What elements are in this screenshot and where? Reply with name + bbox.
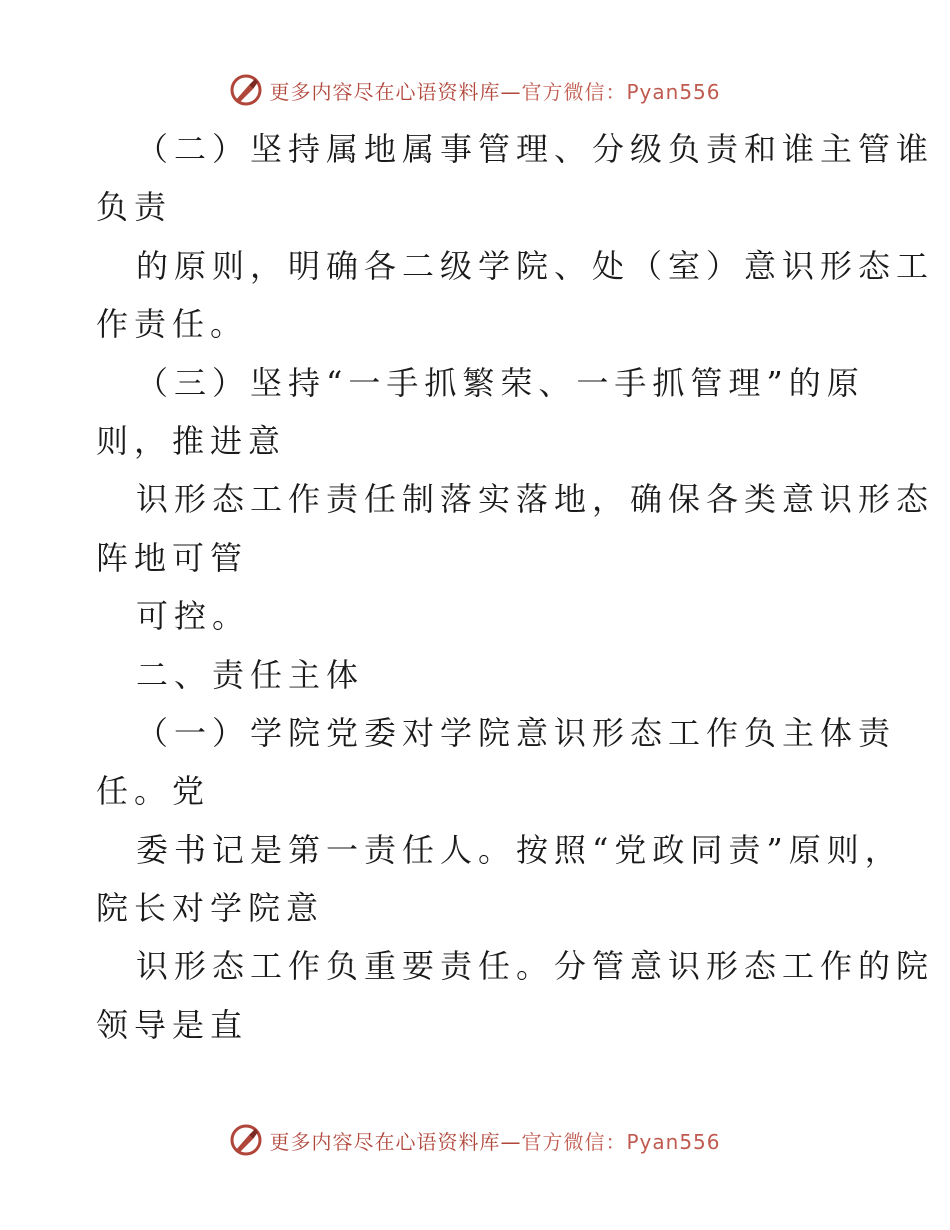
text-line: 可控。 (136, 597, 251, 636)
text-line: （三）坚持“一手抓繁荣、一手抓管理”的原 (136, 363, 865, 402)
banner-title: 更多内容尽在心语资料库 (269, 79, 501, 104)
text-line: 阵地可管 (96, 538, 249, 577)
text-line: 委书记是第一责任人。按照“党政同责”原则， (136, 830, 903, 869)
wechat-id: Pyan556 (626, 1129, 721, 1154)
banner-text (269, 76, 720, 105)
text-line: 则，推进意 (96, 421, 287, 460)
text-line: 院长对学院意 (96, 889, 325, 928)
text-line: 识形态工作负重要责任。分管意识形态工作的院 (136, 947, 935, 986)
banner-text (269, 1126, 720, 1155)
wechat-id: Pyan556 (626, 79, 721, 104)
text-line: 的原则，明确各二级学院、处（室）意识形态工 (136, 246, 935, 285)
footer-watermark-banner (0, 1120, 950, 1160)
banner-title: 更多内容尽在心语资料库 (269, 1129, 501, 1154)
document-body (96, 120, 935, 1054)
pen-logo-icon (229, 73, 263, 107)
wechat-label: 官方微信： (521, 79, 627, 104)
wechat-label: 官方微信： (521, 1129, 627, 1154)
banner-dash: — (500, 79, 522, 104)
text-line: （二）坚持属地属事管理、分级负责和谁主管谁 (136, 130, 935, 168)
text-line: 负责 (96, 188, 173, 227)
text-line: 作责任。 (96, 305, 249, 344)
banner-dash: — (500, 1129, 522, 1154)
text-line: 识形态工作责任制落实落地，确保各类意识形态 (136, 480, 935, 519)
text-line: 任。党 (96, 772, 211, 811)
text-line: 二、责任主体 (136, 655, 365, 694)
pen-logo-icon (229, 1123, 263, 1157)
text-line: （一）学院党委对学院意识形态工作负主体责 (136, 713, 897, 752)
header-watermark-banner (0, 70, 950, 110)
text-line: 领导是直 (96, 1005, 249, 1044)
